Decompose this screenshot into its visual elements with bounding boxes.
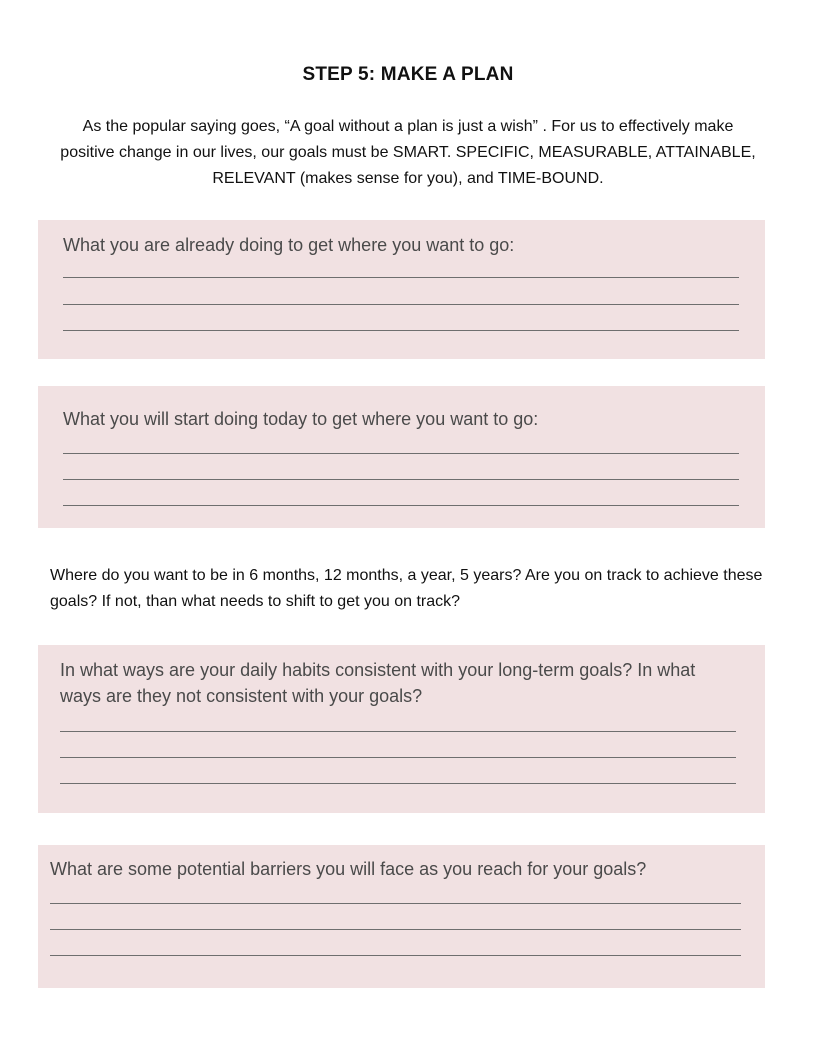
prompt-question-3: In what ways are your daily habits consistent with your long-term goals? In what ways are they not consistent with your goals? bbox=[60, 660, 696, 706]
answer-line[interactable] bbox=[50, 903, 741, 904]
prompt-question-2: What you will start doing today to get where you want to go: bbox=[63, 409, 539, 429]
answer-line[interactable] bbox=[60, 783, 736, 784]
answer-line[interactable] bbox=[63, 330, 739, 331]
answer-line[interactable] bbox=[63, 505, 739, 506]
answer-line[interactable] bbox=[63, 304, 739, 305]
reflection-paragraph: Where do you want to be in 6 months, 12 months, a year, 5 years? Are you on track to achieve these goals? If not, than what needs to shift to get you on track? bbox=[50, 567, 763, 610]
page-title: STEP 5: MAKE A PLAN bbox=[302, 64, 514, 85]
intro-paragraph: As the popular saying goes, “A goal without a plan is just a wish” . For us to effectively make positive change in our lives, our goals must be SMART. SPECIFIC, MEASURABLE, ATTAINABLE, RELEVANT (makes sense for you), and TIME-BOUND. bbox=[60, 118, 756, 187]
prompt-box-4 bbox=[38, 845, 765, 988]
prompt-question-4: What are some potential barriers you will face as you reach for your goals? bbox=[50, 859, 647, 879]
answer-line[interactable] bbox=[60, 731, 736, 732]
answer-line[interactable] bbox=[50, 955, 741, 956]
answer-line[interactable] bbox=[63, 453, 739, 454]
prompt-box-1 bbox=[38, 220, 765, 359]
prompt-question-1: What you are already doing to get where you want to go: bbox=[63, 235, 515, 255]
answer-line[interactable] bbox=[60, 757, 736, 758]
answer-line[interactable] bbox=[50, 929, 741, 930]
answer-line[interactable] bbox=[63, 479, 739, 480]
prompt-box-2 bbox=[38, 386, 765, 528]
answer-line[interactable] bbox=[63, 277, 739, 278]
prompt-box-3 bbox=[38, 645, 765, 813]
